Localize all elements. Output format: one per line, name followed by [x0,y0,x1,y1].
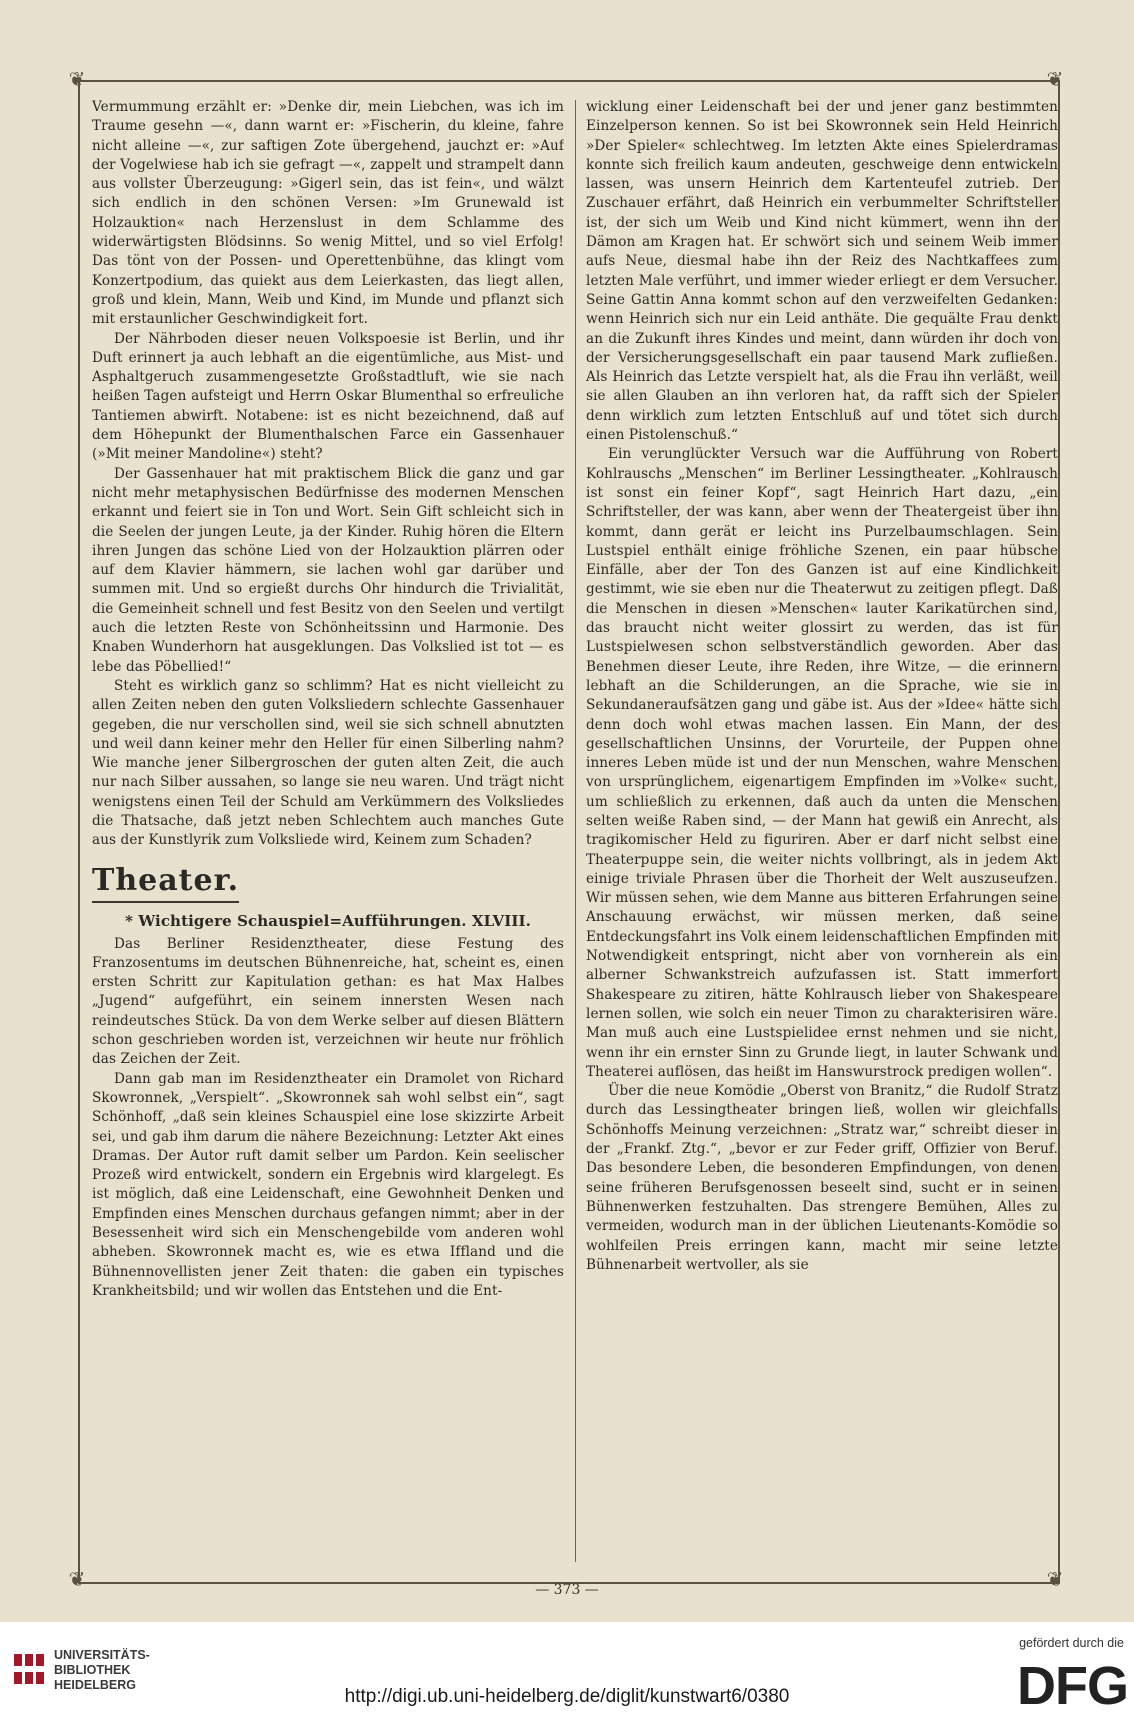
paragraph: Das Berliner Residenztheater, diese Festung des Franzosentums im deutschen Bühnenreiche, hat, scheint es, einen ersten Schritt zur Kapitulation gethan: es hat Max Halbes „Jugend“ aufgeführt, ein seinem innersten Wesen nach reindeutsches Stück. Da von dem Werke selber auf diesen Blättern schon geschrieben worden ist, verzeichnen wir heute nur fröhlich das Zeichen der Zeit. [92,935,564,1068]
section-title: Theater. [92,861,239,903]
paragraph: Der Nährboden dieser neuen Volkspoesie ist Berlin, und ihr Duft erinnert ja auch lebhaft an die eigentümliche, aus Mist- und Asphaltgeruch zusammengesetzte Großstadtluft, wie sie nach heißen Tagen aufsteigt und Herrn Oskar Blumenthal so erfreuliche Tantiemen abwirft. Notabene: ist es nicht bezeichnend, daß auf dem Höhepunkt der Blumenthalschen Farce ein Gassenhauer (»Mit meiner Mandoline«) steht? [92,330,564,463]
source-url[interactable] [0,1686,1134,1708]
paragraph: Vermummung erzählt er: »Denke dir, mein Liebchen, was ich im Traume gesehn —«, dann warnt er: »Fischerin, du kleine, fahre nicht alleine —«, zur saftigen Zote übergehend, jauchzt er: »Auf der Vogelwiese hab ich sie gefragt —«, zappelt und strampelt dann aus vollster Überzeugung: »Gigerl sein, das ist fein«, und wälzt sich endlich in den schönen Versen: »Im Grunewald ist Holzauktion« nach Herzenslust in dem Schlamme des widerwärtigsten Blödsinns. So wenig Mittel, und so viel Erfolg! Das tönt von der Possen- und Operettenbühne, das klingt vom Konzertpodium, das quiekt aus dem Leierkasten, das liegt allen, groß und klein, Mann, Weib und Kind, im Munde und pflanzt sich mit erstaunlicher Geschwindigkeit fort. [92,99,564,328]
paragraph: Über die neue Komödie „Oberst von Branitz,“ die Rudolf Stratz durch das Lessingtheater bringen ließ, wollen wir gleichfalls Schönhoffs Meinung verzeichnen: „Stratz war,“ schreibt dieser in der „Frankf. Ztg.“, „bevor er zur Feder griff, Offizier von Beruf. Das besondere Leben, die besonderen Empfindungen, von denen seine früheren Berufsgenossen beseelt sind, sucht er in seinen Bühnenwerken festzuhalten. Das strengere Bemühen, Alles zu vermeiden, wodurch man in der üblichen Lieutenants-Komödie so wohlfeilen Preis erringen kann, macht mir seine letzte Bühnenarbeit wertvoller, als sie [586,1083,1058,1273]
university-library-logo-icon [12,1650,46,1688]
ornament-icon: ❦ [1046,67,1064,91]
page-number: — 373 — [535,1582,599,1598]
ornament-icon: ❦ [68,1567,86,1591]
funding-label: gefördert durch die [1019,1636,1124,1650]
ornament-icon: ❦ [68,67,86,91]
library-name: UNIVERSITÄTS- BIBLIOTHEK HEIDELBERG [54,1648,150,1692]
right-column [586,98,1058,1564]
paragraph: wicklung einer Leidenschaft bei der und jener ganz bestimmten Einzelperson kennen. So ist bei Skowronnek sein Held Heinrich »Der Spieler« schlechtweg. Im letzten Akte eines Spielerdramas konnte sich freilich kaum andeuten, geschweige denn entwickeln lassen, was unsern Heinrich dem Kartenteufel zutrieb. Der Zuschauer erfährt, daß Heinrich ein verbummelter Schriftsteller ist, der sich um Weib und Kind nicht kümmert, wenn ihn der Dämon am Kragen hat. Er schwört sich und seinem Weib immer aufs Neue, diesmal habe ihn der Reiz des Nachtkaffees zum letzten Male verführt, und immer wieder erliegt er dem Versucher. Seine Gattin Anna kommt schon auf den verzweifelten Gedanken: wenn Heinrich sich nur ein Leid anthäte. Die gequälte Frau denkt an die Zukunft ihres Kindes und meint, dann würden ihr doch von der Versicherungsgesellschaft ein paar tausend Mark zufließen. Als Heinrich das Letzte verspielt hat, als die Frau ihn verläßt, weil sie allen Glauben an ihn verloren hat, da rafft sich der Spieler denn wirklich zum letzten Entschluß auf und tötet sich durch einen Pistolenschuß.“ [586,99,1058,444]
paragraph: Der Gassenhauer hat mit praktischem Blick die ganz und gar nicht mehr metaphysischen Bedürfnisse des modernen Menschen erkannt und feiert sie in Ton und Wort. Sein Gift schleicht sich in die Seelen der jungen Leute, ja der Kinder. Ruhig hören die Eltern ihren Jungen das schöne Lied von der Holzauktion plärren oder auf dem Klavier hämmern, sie lachen wohl gar darüber und summen mit. Und so ergießt durchs Ohr hindurch die Trivialität, die Gemeinheit schnell und fest Besitz von den Seelen und vertilgt auch die letzten Reste von Schönheitssinn und Harmonie. Des Knaben Wunderhorn hat ausgeklungen. Das Volkslied ist tot — es lebe das Pöbellied!“ [92,465,564,675]
footer-bar [0,1622,1134,1720]
left-column [92,98,564,1564]
ornament-icon: ❦ [1046,1567,1064,1591]
paragraph: Dann gab man im Residenztheater ein Dramolet von Richard Skowronnek, „Verspielt“. „Skowronnek sah wohl selbst ein“, sagt Schönhoff, „daß sein kleines Schauspiel eine lose skizzirte Arbeit sei, und gab ihm darum die nähere Bezeichnung: Letzter Akt eines Dramas. Der Autor ruft damit selber um Pardon. Kein seelischer Prozeß wird entwickelt, sondern ein Ergebnis wird klargelegt. Es ist möglich, daß eine Leidenschaft, eine Gewohnheit Denken und Empfinden eines Menschen durchaus gefangen nimmt; aber in der Besessenheit wird sich ein Menschengebilde vom anderen wohl abheben. Skowronnek macht es, wie es etwa Iffland und die Bühnennovellisten jener Zeit thaten: die gaben ein typisches Krankheitsbild; und wir wollen das Entstehen und die Ent- [92,1070,564,1299]
paragraph: Ein verunglückter Versuch war die Aufführung von Robert Kohlrauschs „Menschen“ im Berliner Lessingtheater. „Kohlrausch ist sonst ein feiner Kopf“, sagt Heinrich Hart dazu, „ein Schriftsteller, der was kann, aber wenn der Theatergeist über ihn kommt, dann gerät er leicht ins Purzelbaumschlagen. Sein Lustspiel enthält einige fröhliche Szenen, ein paar hübsche Einfälle, aber der Ton des Ganzen ist auf eine Kindlichkeit gestimmt, wie sie eben nur die Theaterwut zu zeitigen pflegt. Daß die Menschen in diesen »Menschen« lauter Karikatürchen sind, das braucht nicht weiter glossirt zu werden, das ist für Lustspielwesen schon selbstverständlich geworden. Aber das Benehmen dieser Leute, ihre Reden, ihre Witze, — die erinnern lebhaft an die Schilderungen, an die Sprache, wie sie in Sekundaneraufsätzen gang und gäbe ist. Aus der »Idee« hätte sich denn doch wohl etwas machen lassen. Ein Mann, der des gesellschaftlichen Unsinns, der Vorurteile, der Puppen ohne inneres Leben müde ist und der nun Menschen, wahre Menschen von ursprünglichem, eigenartigem Empfinden im »Volke« sucht, um schließlich zu erkennen, daß auch da unten die Menschen selten weiße Raben sind, — der Mann hat gewiß ein Anrecht, als tragikomischer Held zu figuriren. Aber er darf nicht selbst eine Theaterpuppe sein, die weiter nichts vollbringt, als in jedem Akt einige triviale Phrasen über die Thorheit der Welt auszuseufzen. Wir müssen sehen, wie dem Manne aus bitteren Erfahrungen seine Anschauung erwächst, wir müssen merken, daß seine Entdeckungsfahrt ins Volk einem leidenschaftlichen Empfinden mit Notwendigkeit entspringt, nicht aber von vornherein als ein alberner Schwankstreich aufzufassen ist. Statt immerfort Shakespeare zu zitiren, hätte Kohlrausch lieber von Shakespeare lernen sollen, wie solch ein neuer Timon zu charakterisiren wäre. Man muß auch eine Lustspielidee ernst nehmen und sie nicht, wenn ihr ein ernster Sinn zu Grunde liegt, in lauter Schwank und Theaterei auflösen, das heißt im Hanswurstrock predigen wollen“. [586,446,1058,1080]
column-divider [575,100,576,1562]
paragraph: Steht es wirklich ganz so schlimm? Hat es nicht vielleicht zu allen Zeiten neben den guten Volksliedern schlechte Gassenhauer gegeben, die nur verschollen sind, weil sie sich schnell abnutzten und weil dann keiner mehr den Heller für einen Silberling nahm? Wie manche jener Silbergroschen der guten alten Zeit, die auch nur nach Silber aussahen, so lange sie neu waren. Und trägt nicht wenigstens einen Teil der Schuld am Verkümmern des Volksliedes die Thatsache, daß jetzt neben Schlechtem auch manches Gute aus der Kunstlyrik zum Volksliede wird, Keinem zum Schaden? [92,677,564,849]
dfg-logo: DFG [1017,1656,1128,1716]
source-url-link[interactable]: http://digi.ub.uni-heidelberg.de/diglit/kunstwart6/0380 [344,1686,790,1707]
section-subheading: * Wichtigere Schauspiel=Aufführungen. XLVIII. [125,911,531,930]
